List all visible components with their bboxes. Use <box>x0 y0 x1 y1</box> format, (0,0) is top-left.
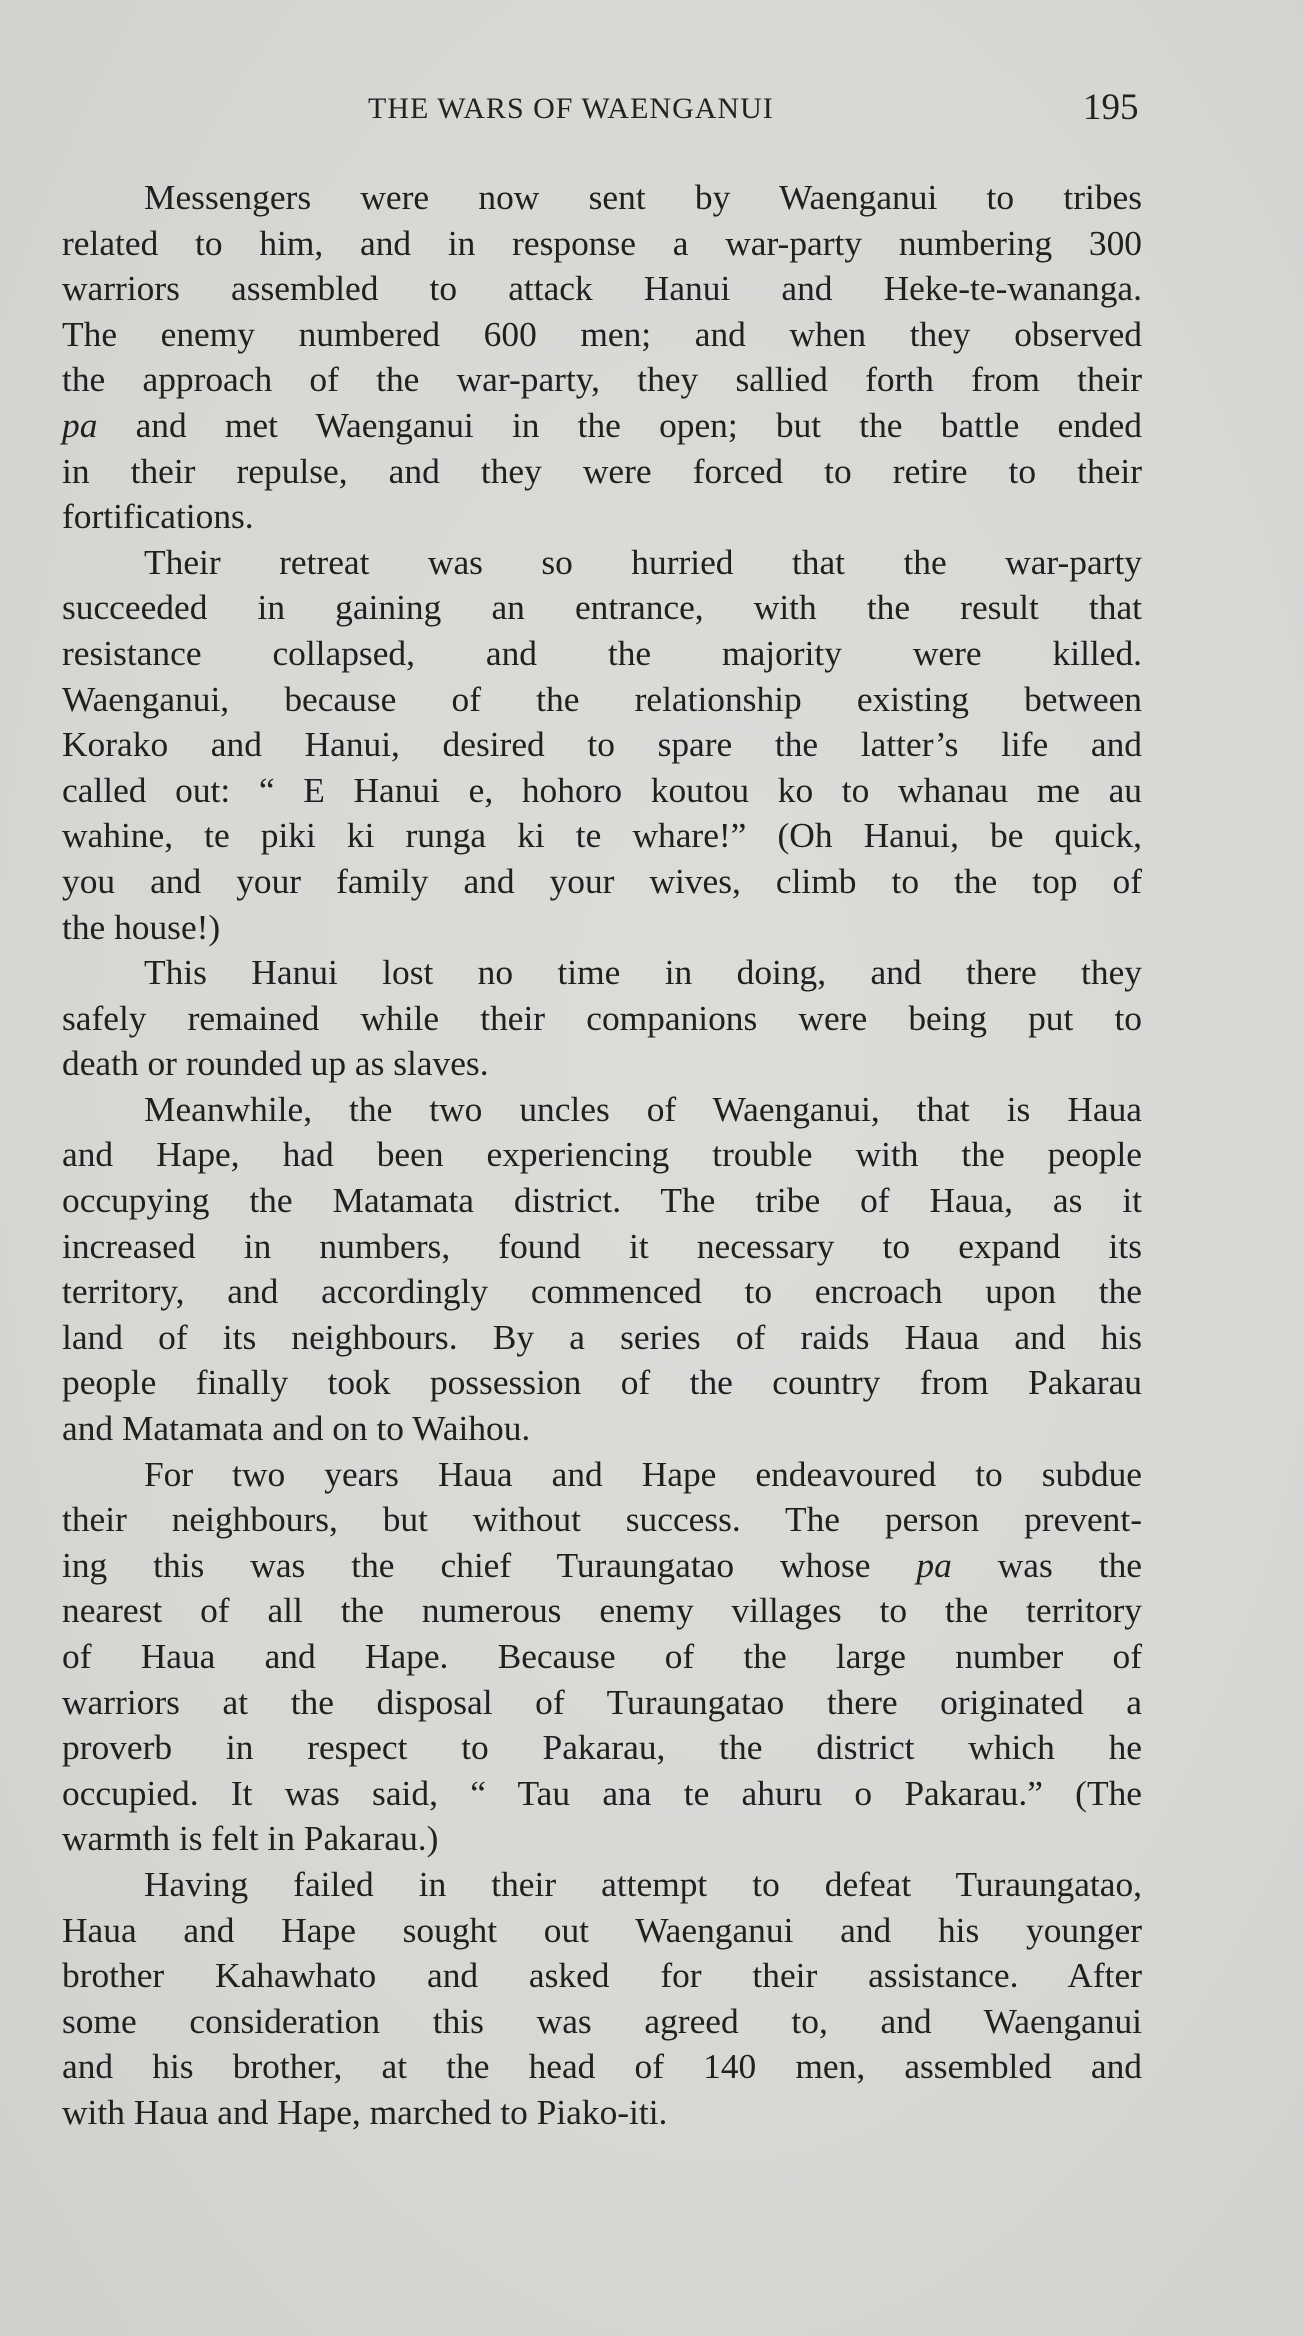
text-line: Meanwhile, the two uncles of Waenganui, that is Haua <box>144 1088 1142 1129</box>
text-line: the house!) <box>62 906 221 947</box>
text-line: Their retreat was so hurried that the war-party <box>144 541 1142 582</box>
text-line: The enemy numbered 600 men; and when they observed <box>62 313 1142 354</box>
text-line: the approach of the war-party, they sallied forth from their <box>62 359 1142 400</box>
body-text <box>62 175 1142 2136</box>
text-line: people finally took possession of the country from Pakarau <box>62 1362 1142 1403</box>
text-line: you and your family and your wives, climb to the top of <box>62 860 1142 901</box>
text-line: resistance collapsed, and the majority were killed. <box>62 632 1142 673</box>
text-line: fortifications. <box>62 496 254 537</box>
text-line: and Hape, had been experiencing trouble with the people <box>62 1134 1142 1175</box>
text-line: This Hanui lost no time in doing, and there they <box>144 952 1142 993</box>
running-head: THE WARS OF WAENGANUI <box>368 92 774 125</box>
text-line: and his brother, at the head of 140 men, assembled and <box>62 2046 1142 2087</box>
paragraph <box>62 1862 1142 2136</box>
text-line: wahine, te piki ki runga ki te whare!” (Oh Hanui, be quick, <box>62 815 1142 856</box>
text-line: brother Kahawhato and asked for their assistance. After <box>62 1955 1142 1996</box>
text-line: called out: “ E Hanui e, hohoro koutou ko to whanau me au <box>62 769 1142 810</box>
text-line: land of its neighbours. By a series of raids Haua and his <box>62 1316 1142 1357</box>
text-line: Waenganui, because of the relationship existing between <box>62 678 1142 719</box>
paragraph <box>62 1087 1142 1452</box>
text-line: safely remained while their companions were being put to <box>62 997 1142 1038</box>
text-line: succeeded in gaining an entrance, with the result that <box>62 587 1142 628</box>
text-line: warriors assembled to attack Hanui and Heke-te-wananga. <box>62 268 1142 309</box>
text-line: with Haua and Hape, marched to Piako-iti. <box>62 2091 668 2132</box>
text-line: nearest of all the numerous enemy villages to the territory <box>62 1590 1142 1631</box>
text-line: ing this was the chief Turaungatao whose pa was the <box>62 1544 1142 1585</box>
paragraph <box>62 950 1142 1087</box>
text-line: occupied. It was said, “ Tau ana te ahuru o Pakarau.” (The <box>62 1772 1142 1813</box>
text-line: related to him, and in response a war-party numbering 300 <box>62 222 1142 263</box>
text-line: some consideration this was agreed to, and Waenganui <box>62 2000 1142 2041</box>
paragraph <box>62 1452 1142 1862</box>
text-line: warriors at the disposal of Turaungatao there originated a <box>62 1681 1142 1722</box>
text-line: warmth is felt in Pakarau.) <box>62 1818 439 1859</box>
paragraph <box>62 540 1142 950</box>
text-line: their neighbours, but without success. The person prevent- <box>62 1499 1142 1540</box>
text-line: and Matamata and on to Waihou. <box>62 1408 531 1449</box>
text-line: Korako and Hanui, desired to spare the latter’s life and <box>62 724 1142 765</box>
text-line: occupying the Matamata district. The tribe of Haua, as it <box>62 1180 1142 1221</box>
text-line: of Haua and Hape. Because of the large number of <box>62 1636 1142 1676</box>
text-line: territory, and accordingly commenced to encroach upon the <box>62 1271 1142 1312</box>
page-number: 195 <box>1083 87 1139 128</box>
text-line: Having failed in their attempt to defeat Turaungatao, <box>144 1863 1142 1904</box>
text-line: Haua and Hape sought out Waenganui and his younger <box>62 1909 1142 1950</box>
text-line: Messengers were now sent by Waenganui to tribes <box>144 177 1142 217</box>
text-line: in their repulse, and they were forced to retire to their <box>62 450 1142 491</box>
text-line: pa and met Waenganui in the open; but the battle ended <box>62 404 1142 445</box>
paragraph <box>62 175 1142 540</box>
text-line: increased in numbers, found it necessary to expand its <box>62 1225 1142 1266</box>
text-line: death or rounded up as slaves. <box>62 1043 489 1084</box>
text-line: For two years Haua and Hape endeavoured to subdue <box>144 1453 1142 1494</box>
text-line: proverb in respect to Pakarau, the district which he <box>62 1727 1142 1768</box>
